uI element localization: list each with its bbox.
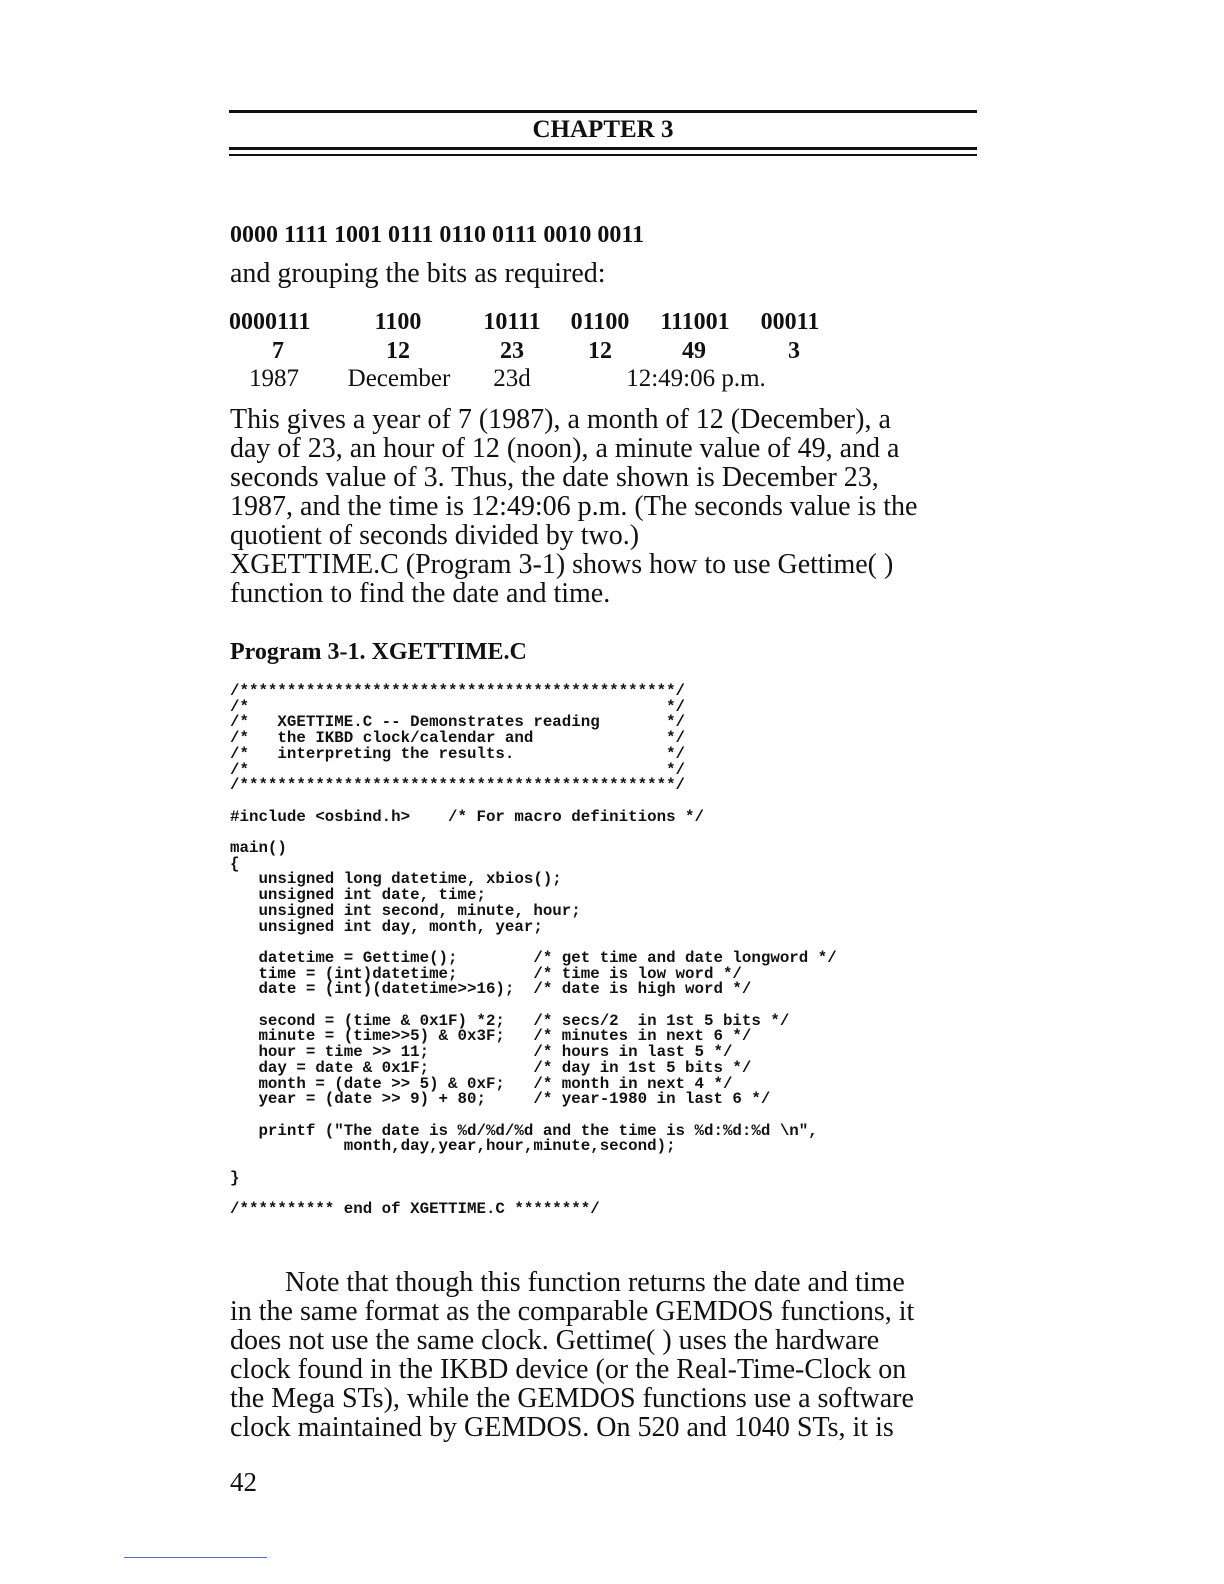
code-line: unsigned int day, month, year;: [230, 917, 543, 936]
grouping-value-cell: 49: [682, 338, 706, 364]
code-line: year = (date >> 9) + 80; /* year-1980 in last 6 */: [230, 1090, 771, 1109]
grouping-value-cell: 3: [788, 338, 800, 364]
paragraph-line: clock maintained by GEMDOS. On 520 and 1040 STs, it is: [230, 1412, 894, 1443]
grouping-time: 12:49:06 p.m.: [626, 365, 766, 392]
paragraph-line: does not use the same clock. Gettime( ) uses the hardware: [230, 1325, 880, 1356]
code-line: day = date & 0x1F; /* day in 1st 5 bits */: [230, 1058, 752, 1077]
header-rule-top: [229, 110, 977, 113]
code-line: }: [230, 1168, 240, 1187]
code-line: #include <osbind.h> /* For macro definitions */: [230, 807, 704, 826]
grouping-bits-cell: 00011: [760, 309, 820, 335]
header-rule-bottom: [229, 147, 977, 150]
grouping-bits-cell: 10111: [483, 309, 541, 335]
paragraph-line: Note that though this function returns the date and time: [285, 1267, 905, 1298]
code-line: /**********************************************/: [230, 682, 686, 700]
program-title: Program 3-1. XGETTIME.C: [230, 639, 527, 665]
intro-text: and grouping the bits as required:: [230, 258, 606, 289]
code-line: time = (int)datetime; /* time is low word */: [230, 964, 742, 983]
paragraph-line: clock found in the IKBD device (or the Real-Time-Clock on: [230, 1354, 907, 1385]
code-line: /* */: [230, 760, 686, 779]
code-line: /********** end of XGETTIME.C ********/: [230, 1200, 600, 1219]
code-line: date = (int)(datetime>>16); /* date is high word */: [230, 980, 752, 999]
grouping-value-cell: 12: [588, 338, 612, 364]
grouping-month: December: [347, 365, 451, 392]
code-line: /**********************************************/: [230, 776, 686, 795]
grouping-year: 1987: [249, 365, 299, 392]
grouping-day: 23d: [493, 365, 531, 392]
paragraph-line: XGETTIME.C (Program 3-1) shows how to use Gettime( ): [230, 549, 894, 580]
paragraph-line: This gives a year of 7 (1987), a month of 12 (December), a: [230, 404, 891, 435]
grouping-bits-cell: 01100: [570, 309, 630, 335]
grouping-value-cell: 7: [272, 338, 284, 364]
code-listing: [230, 684, 837, 1218]
grouping-value-cell: 12: [386, 338, 410, 364]
paragraph-line: quotient of seconds divided by two.): [230, 520, 640, 551]
footer-rule: [124, 1557, 267, 1558]
paragraph-explanation: [230, 405, 975, 608]
paragraph-line: day of 23, an hour of 12 (noon), a minute value of 49, and a: [230, 433, 900, 464]
code-line: unsigned long datetime, xbios();: [230, 870, 562, 889]
code-line: /* */: [230, 697, 686, 716]
code-line: month = (date >> 5) & 0xF; /* month in next 4 */: [230, 1074, 733, 1093]
code-line: minute = (time>>5) & 0x3F; /* minutes in next 6 */: [230, 1027, 752, 1046]
paragraph-line: function to find the date and time.: [230, 578, 611, 609]
code-line: second = (time & 0x1F) *2; /* secs/2 in 1st 5 bits */: [230, 1011, 790, 1030]
bit-string: 0000 1111 1001 0111 0110 0111 0010 0011: [230, 222, 645, 248]
paragraph-note: [230, 1268, 975, 1442]
code-line: unsigned int second, minute, hour;: [230, 901, 581, 920]
paragraph-line: seconds value of 3. Thus, the date shown is December 23,: [230, 462, 879, 493]
code-line: hour = time >> 11; /* hours in last 5 */: [230, 1043, 733, 1062]
code-line: /* interpreting the results. */: [230, 744, 686, 763]
code-line: main(): [230, 839, 287, 858]
code-line: /* XGETTIME.C -- Demonstrates reading */: [230, 713, 686, 732]
grouping-bits-cell: 0000111: [229, 309, 311, 335]
grouping-value-cell: 23: [500, 338, 524, 364]
code-line: month,day,year,hour,minute,second);: [230, 1137, 676, 1156]
code-line: /* the IKBD clock/calendar and */: [230, 729, 686, 748]
paragraph-line: 1987, and the time is 12:49:06 p.m. (The seconds value is the: [230, 491, 918, 522]
code-line: unsigned int date, time;: [230, 886, 486, 905]
header-rule-bottom-double: [229, 154, 977, 156]
page-number: 42: [230, 1467, 257, 1497]
grouping-bits-cell: 111001: [660, 309, 730, 335]
grouping-bits-cell: 1100: [374, 309, 422, 335]
code-line: {: [230, 854, 240, 873]
paragraph-line: the Mega STs), while the GEMDOS functions use a software: [230, 1383, 914, 1414]
paragraph-line: in the same format as the comparable GEMDOS functions, it: [230, 1296, 915, 1327]
code-line: printf ("The date is %d/%d/%d and the time is %d:%d:%d \n",: [230, 1121, 818, 1140]
code-line: datetime = Gettime(); /* get time and date longword */: [230, 948, 837, 967]
chapter-heading: CHAPTER 3: [532, 116, 674, 143]
